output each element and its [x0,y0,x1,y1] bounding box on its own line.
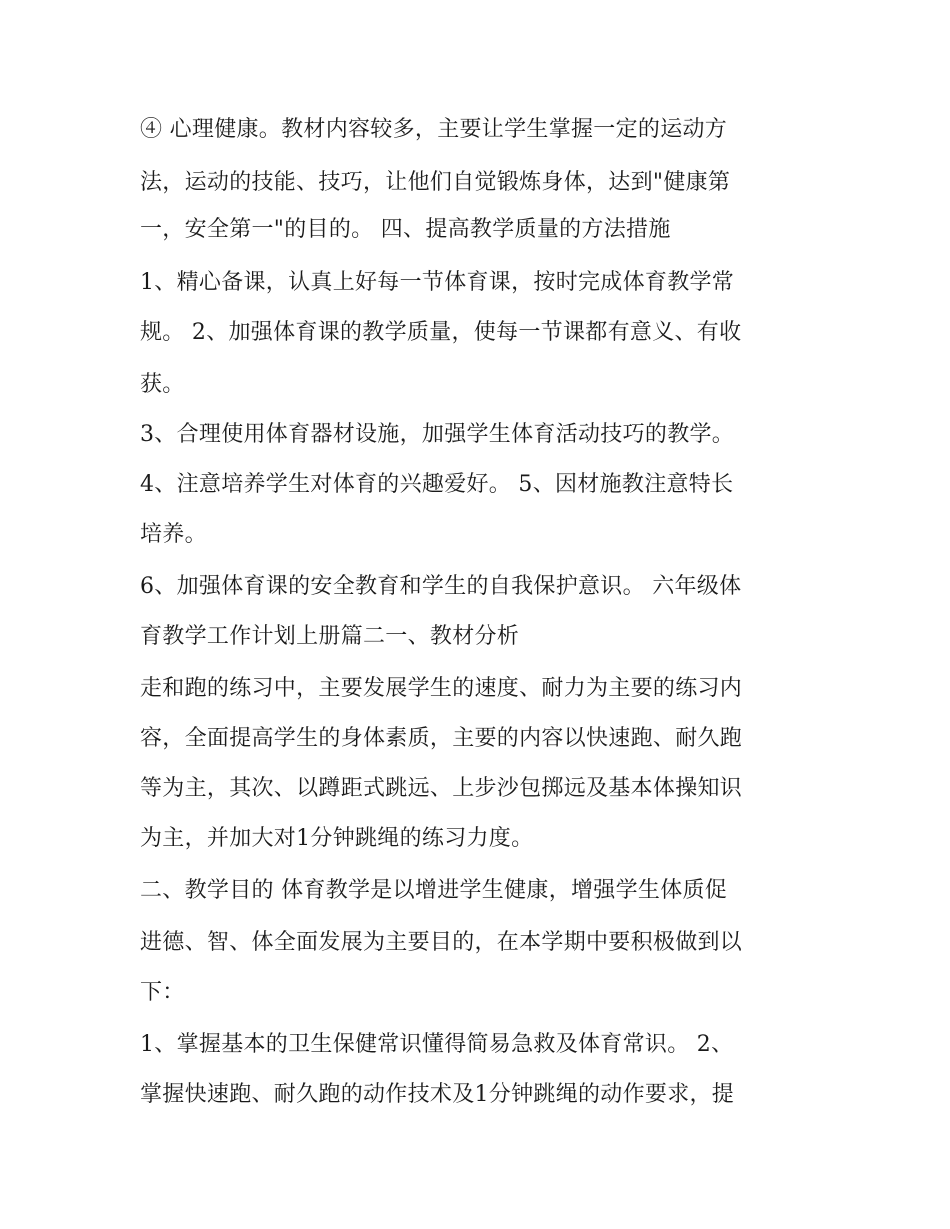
text-line: 3、合理使用体育器材设施，加强学生体育活动技巧的教学。 [140,422,735,447]
text-line: 下： [140,980,185,1005]
text-line: 4、注意培养学生对体育的兴趣爱好。 5、因材施教注意特长 [140,472,734,497]
text-line: 法，运动的技能、技巧，让他们自觉锻炼身体，达到"健康第 [140,170,731,195]
text-line: 培养。 [140,522,207,547]
text-line: 进德、智、体全面发展为主要目的，在本学期中要积极做到以 [140,930,743,955]
text-line: 一，安全第一"的目的。 四、提高教学质量的方法措施 [140,217,671,242]
text-line: 掌握快速跑、耐久跑的动作技术及1分钟跳绳的动作要求，提 [140,1082,735,1107]
text-line: ④ 心理健康。教材内容较多，主要让学生掌握一定的运动方 [140,117,728,142]
text-line: 1、掌握基本的卫生保健常识懂得简易急救及体育常识。 2、 [140,1032,734,1057]
text-line: 容，全面提高学生的身体素质，主要的内容以快速跑、耐久跑 [140,726,743,751]
text-line: 育教学工作计划上册篇二一、教材分析 [140,624,520,649]
text-line: 1、精心备课，认真上好每一节体育课，按时完成体育教学常 [140,270,735,295]
text-line: 获。 [140,372,185,397]
text-line: 6、加强体育课的安全教育和学生的自我保护意识。 六年级体 [140,574,742,599]
text-line: 走和跑的练习中，主要发展学生的速度、耐力为主要的练习内 [140,676,743,701]
text-line: 规。 2、加强体育课的教学质量，使每一节课都有意义、有收 [140,320,742,345]
text-line: 等为主，其次、以蹲距式跳远、上步沙包掷远及基本体操知识 [140,776,743,801]
text-line: 为主，并加大对1分钟跳绳的练习力度。 [140,826,534,851]
text-line: 二、教学目的 体育教学是以增进学生健康，增强学生体质促 [140,878,728,903]
